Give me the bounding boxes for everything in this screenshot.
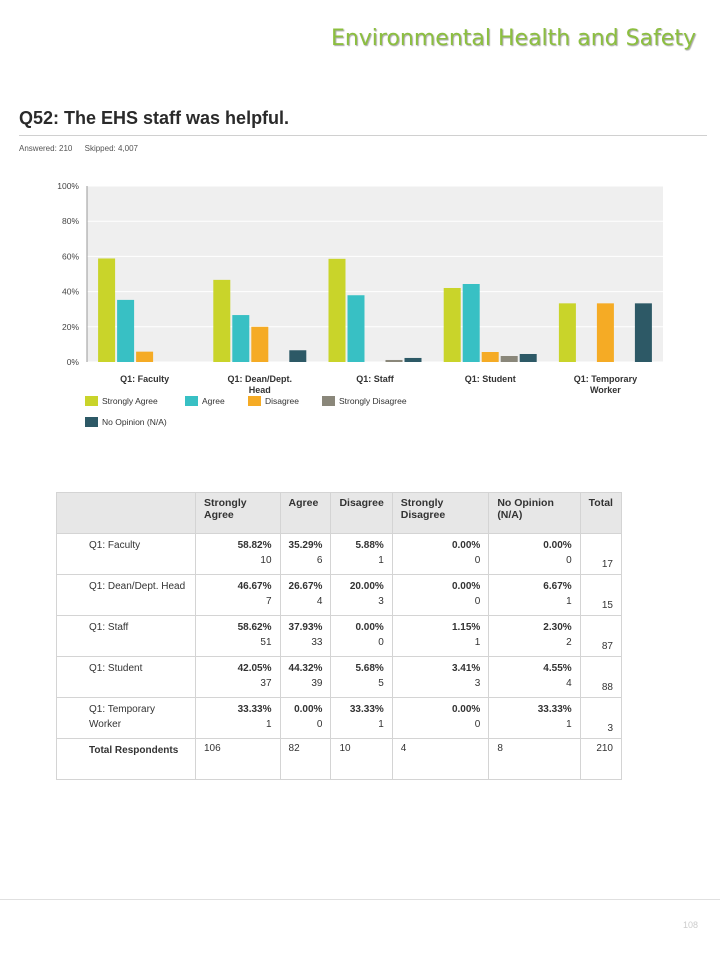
legend-item	[85, 417, 167, 427]
x-category-label: Q1: Temporary Worker	[573, 374, 638, 395]
cell-percent: 37.93%	[288, 622, 323, 633]
bar-agree	[348, 295, 365, 362]
cell-percent: 4.55%	[543, 663, 572, 674]
table-cell	[331, 575, 392, 616]
legend-label: Disagree	[265, 396, 300, 406]
cell-count: 2	[566, 637, 572, 648]
table-cell	[489, 657, 580, 698]
x-category-label: Q1: Dean/Dept. Head	[227, 374, 293, 395]
cell-count: 1	[378, 555, 384, 566]
cell-count: 7	[265, 596, 272, 607]
cell-percent: 58.62%	[237, 622, 272, 633]
answered-count: Answered: 210	[19, 144, 73, 153]
totals-cell: 4	[392, 739, 489, 780]
table-cell	[280, 575, 331, 616]
bar-strongly-disagree	[501, 356, 518, 362]
column-header: Strongly Agree	[196, 493, 281, 534]
cell-percent: 2.30%	[543, 622, 572, 633]
cell-percent: 26.67%	[288, 581, 323, 592]
cell-percent: 0.00%	[451, 540, 481, 551]
table-cell	[196, 657, 281, 698]
bar-disagree	[136, 352, 153, 362]
column-header: Total	[580, 493, 621, 534]
totals-cell: 8	[489, 739, 580, 780]
x-category-label: Q1: Student	[464, 374, 516, 384]
table-cell	[489, 698, 580, 739]
bar-disagree	[251, 327, 268, 362]
cell-count: 0	[474, 596, 481, 607]
bar-no-opinion-n-a	[635, 303, 652, 362]
footer-divider	[0, 899, 720, 900]
table-header-row	[57, 493, 622, 534]
table-cell	[196, 534, 281, 575]
x-category-label: Q1: Staff	[356, 374, 394, 384]
cell-count: 1	[566, 719, 572, 730]
bar-no-opinion-n-a	[405, 358, 422, 362]
cell-percent: 0.00%	[543, 540, 572, 551]
row-label: Q1: Staff	[57, 616, 196, 657]
x-category-label: Q1: Faculty	[120, 374, 170, 384]
bar-no-opinion-n-a	[520, 354, 537, 362]
row-total: 3	[580, 698, 621, 739]
cell-count: 3	[378, 596, 384, 607]
row-total: 17	[580, 534, 621, 575]
cell-count: 0	[566, 555, 572, 566]
totals-row	[57, 739, 622, 780]
cell-count: 0	[378, 637, 384, 648]
cell-count: 1	[378, 719, 384, 730]
table-cell	[331, 534, 392, 575]
legend	[85, 396, 407, 427]
cell-count: 0	[316, 719, 323, 730]
row-total: 15	[580, 575, 621, 616]
bar-strongly-agree	[329, 259, 346, 362]
cell-percent: 0.00%	[355, 622, 384, 633]
table-cell	[392, 657, 489, 698]
cell-count: 51	[260, 637, 272, 648]
bar-strongly-agree	[444, 288, 461, 362]
row-total: 87	[580, 616, 621, 657]
row-total: 88	[580, 657, 621, 698]
row-label: Q1: Student	[57, 657, 196, 698]
y-tick-label: 100%	[57, 181, 79, 191]
cell-count: 1	[474, 637, 481, 648]
cell-percent: 1.15%	[451, 622, 481, 633]
cell-count: 39	[311, 678, 323, 689]
table-row	[57, 616, 622, 657]
skipped-count: Skipped: 4,007	[84, 144, 138, 153]
legend-label: Strongly Agree	[102, 396, 158, 406]
legend-label: Agree	[202, 396, 225, 406]
bar-strongly-agree	[559, 303, 576, 362]
cell-count: 5	[378, 678, 384, 689]
table-cell	[392, 698, 489, 739]
cell-count: 33	[311, 637, 323, 648]
table-cell	[489, 575, 580, 616]
bar-agree	[117, 300, 134, 362]
cell-percent: 42.05%	[237, 663, 272, 674]
legend-swatch	[322, 396, 335, 406]
bar-disagree	[597, 303, 614, 362]
question-title: Q52: The EHS staff was helpful.	[19, 108, 290, 128]
page-number: 108	[682, 920, 698, 930]
cell-percent: 58.82%	[237, 540, 272, 551]
table-cell	[489, 616, 580, 657]
cell-percent: 5.88%	[355, 540, 384, 551]
table-cell	[280, 657, 331, 698]
table-row	[57, 534, 622, 575]
legend-item	[322, 396, 407, 406]
header-blank	[57, 493, 196, 534]
totals-cell: 10	[331, 739, 392, 780]
table-cell	[196, 616, 281, 657]
legend-swatch	[85, 396, 98, 406]
cell-percent: 35.29%	[288, 540, 323, 551]
bar-no-opinion-n-a	[289, 350, 306, 362]
bar-agree	[232, 315, 249, 362]
cell-percent: 0.00%	[451, 581, 481, 592]
legend-label: Strongly Disagree	[339, 396, 407, 406]
cell-percent: 20.00%	[349, 581, 384, 592]
row-label: Q1: Faculty	[57, 534, 196, 575]
cell-count: 6	[316, 555, 323, 566]
cell-percent: 6.67%	[543, 581, 572, 592]
cell-percent: 0.00%	[294, 704, 323, 715]
table-body	[57, 534, 622, 780]
y-tick-label: 0%	[66, 357, 79, 367]
cell-percent: 3.41%	[451, 663, 481, 674]
cell-percent: 33.33%	[349, 704, 384, 715]
cell-count: 4	[316, 596, 323, 607]
table-cell	[280, 616, 331, 657]
cell-percent: 46.67%	[237, 581, 272, 592]
column-header: Strongly Disagree	[392, 493, 489, 534]
results-table	[56, 492, 622, 780]
cell-count: 37	[260, 678, 272, 689]
totals-cell: 106	[196, 739, 281, 780]
legend-item	[248, 396, 299, 406]
table-cell	[392, 616, 489, 657]
legend-label: No Opinion (N/A)	[102, 417, 167, 427]
cell-percent: 33.33%	[237, 704, 272, 715]
legend-swatch	[248, 396, 261, 406]
cell-count: 4	[566, 678, 572, 689]
table-cell	[489, 534, 580, 575]
bar-chart	[0, 0, 720, 460]
row-label: Q1: Dean/Dept. Head	[57, 575, 196, 616]
table-cell	[196, 698, 281, 739]
cell-percent: 0.00%	[451, 704, 481, 715]
plot-area	[87, 186, 663, 362]
cell-count: 0	[474, 719, 481, 730]
table-cell	[196, 575, 281, 616]
table-cell	[331, 698, 392, 739]
table-cell	[392, 534, 489, 575]
brand-title: Environmental Health and Safety	[330, 26, 696, 51]
bar-strongly-agree	[98, 258, 115, 362]
table-cell	[331, 616, 392, 657]
table-cell	[280, 698, 331, 739]
row-label: Q1: Temporary Worker	[57, 698, 196, 739]
cell-count: 1	[566, 596, 572, 607]
cell-percent: 44.32%	[288, 663, 323, 674]
bar-disagree	[482, 352, 499, 362]
legend-swatch	[85, 417, 98, 427]
legend-item	[185, 396, 225, 406]
table-row	[57, 657, 622, 698]
bar-agree	[463, 284, 480, 362]
totals-cell: 82	[280, 739, 331, 780]
bar-strongly-disagree	[386, 360, 403, 362]
table-row	[57, 698, 622, 739]
table-row	[57, 575, 622, 616]
table-cell	[392, 575, 489, 616]
y-tick-label: 20%	[61, 321, 79, 332]
table-cell	[280, 534, 331, 575]
cell-count: 10	[260, 555, 272, 566]
cell-count: 1	[265, 719, 272, 730]
y-tick-label: 40%	[61, 286, 79, 297]
column-header: No Opinion (N/A)	[489, 493, 580, 534]
table-cell	[331, 657, 392, 698]
cell-percent: 5.68%	[355, 663, 384, 674]
cell-percent: 33.33%	[537, 704, 572, 715]
legend-item	[85, 396, 158, 406]
column-header: Agree	[280, 493, 331, 534]
bar-strongly-agree	[213, 280, 230, 362]
y-tick-label: 60%	[61, 251, 79, 262]
grand-total: 210	[580, 739, 621, 780]
cell-count: 3	[474, 678, 481, 689]
y-tick-label: 80%	[61, 216, 79, 227]
column-header: Disagree	[331, 493, 392, 534]
totals-label: Total Respondents	[57, 739, 196, 780]
cell-count: 0	[474, 555, 481, 566]
legend-swatch	[185, 396, 198, 406]
